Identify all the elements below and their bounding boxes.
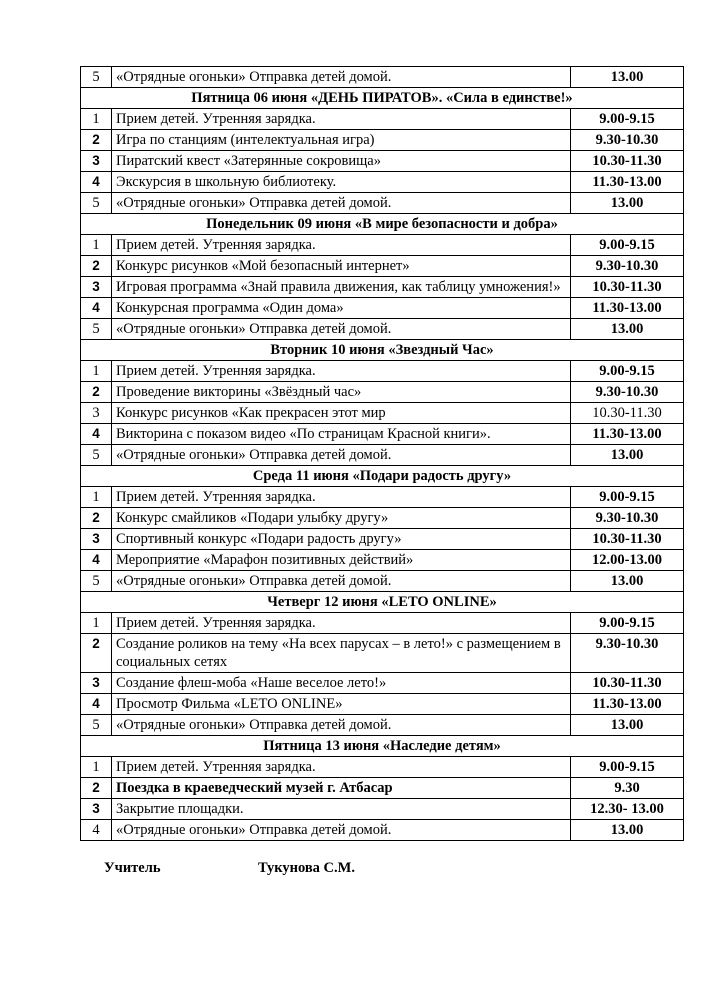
- row-number: 3: [81, 799, 112, 820]
- row-number: 2: [81, 634, 112, 673]
- time-cell: 9.30-10.30: [571, 508, 684, 529]
- row-number: 3: [81, 673, 112, 694]
- activity-cell: «Отрядные огоньки» Отправка детей домой.: [112, 715, 571, 736]
- schedule-row: [81, 382, 684, 403]
- time-cell: 9.00-9.15: [571, 757, 684, 778]
- schedule-row: [81, 130, 684, 151]
- schedule-row: [81, 715, 684, 736]
- schedule-row: [81, 673, 684, 694]
- row-number: 3: [81, 403, 112, 424]
- row-number: 1: [81, 361, 112, 382]
- row-number: 3: [81, 529, 112, 550]
- schedule-row: [81, 361, 684, 382]
- activity-cell: Прием детей. Утренняя зарядка.: [112, 757, 571, 778]
- activity-cell: Конкурс смайликов «Подари улыбку другу»: [112, 508, 571, 529]
- schedule-row: [81, 613, 684, 634]
- row-number: 4: [81, 172, 112, 193]
- row-number: 5: [81, 193, 112, 214]
- time-cell: 9.00-9.15: [571, 235, 684, 256]
- activity-cell: Прием детей. Утренняя зарядка.: [112, 361, 571, 382]
- day-header-row: [81, 340, 684, 361]
- time-cell: 9.30-10.30: [571, 382, 684, 403]
- time-cell: 13.00: [571, 445, 684, 466]
- row-number: 1: [81, 487, 112, 508]
- row-number: 5: [81, 319, 112, 340]
- schedule-row: [81, 508, 684, 529]
- activity-cell: Поездка в краеведческий музей г. Атбасар: [112, 778, 571, 799]
- day-header-row: [81, 592, 684, 613]
- time-cell: 13.00: [571, 67, 684, 88]
- schedule-table: [80, 66, 684, 841]
- day-header: Пятница 13 июня «Наследие детям»: [81, 736, 684, 757]
- row-number: 5: [81, 67, 112, 88]
- activity-cell: Конкурс рисунков «Как прекрасен этот мир: [112, 403, 571, 424]
- time-cell: 13.00: [571, 319, 684, 340]
- schedule-row: [81, 529, 684, 550]
- schedule-row: [81, 298, 684, 319]
- activity-cell: Викторина с показом видео «По страницам Красной книги».: [112, 424, 571, 445]
- activity-cell: Создание флеш-моба «Наше веселое лето!»: [112, 673, 571, 694]
- row-number: 4: [81, 820, 112, 841]
- schedule-row: [81, 319, 684, 340]
- time-cell: 9.30: [571, 778, 684, 799]
- day-header-row: [81, 466, 684, 487]
- footer-name: Тукунова С.М.: [258, 860, 355, 876]
- activity-cell: «Отрядные огоньки» Отправка детей домой.: [112, 319, 571, 340]
- schedule-row: [81, 256, 684, 277]
- activity-cell: Игровая программа «Знай правила движения, как таблицу умножения!»: [112, 277, 571, 298]
- activity-cell: «Отрядные огоньки» Отправка детей домой.: [112, 67, 571, 88]
- time-cell: 13.00: [571, 715, 684, 736]
- activity-cell: Прием детей. Утренняя зарядка.: [112, 613, 571, 634]
- schedule-row: [81, 172, 684, 193]
- schedule-row: [81, 277, 684, 298]
- row-number: 5: [81, 571, 112, 592]
- row-number: 2: [81, 508, 112, 529]
- time-cell: 12.30- 13.00: [571, 799, 684, 820]
- activity-cell: «Отрядные огоньки» Отправка детей домой.: [112, 193, 571, 214]
- time-cell: 9.30-10.30: [571, 634, 684, 673]
- row-number: 2: [81, 256, 112, 277]
- activity-cell: Прием детей. Утренняя зарядка.: [112, 235, 571, 256]
- time-cell: 11.30-13.00: [571, 172, 684, 193]
- schedule-row: [81, 634, 684, 673]
- activity-cell: Конкурс рисунков «Мой безопасный интернет»: [112, 256, 571, 277]
- row-number: 1: [81, 613, 112, 634]
- schedule-row: [81, 778, 684, 799]
- time-cell: 9.30-10.30: [571, 256, 684, 277]
- row-number: 5: [81, 445, 112, 466]
- activity-cell: Просмотр Фильма «LETO ONLINE»: [112, 694, 571, 715]
- time-cell: 10.30-11.30: [571, 529, 684, 550]
- time-cell: 13.00: [571, 820, 684, 841]
- schedule-row: [81, 445, 684, 466]
- time-cell: 9.30-10.30: [571, 130, 684, 151]
- row-number: 1: [81, 757, 112, 778]
- time-cell: 9.00-9.15: [571, 361, 684, 382]
- row-number: 4: [81, 694, 112, 715]
- activity-cell: Создание роликов на тему «На всех парусах – в лето!» с размещением в социальных сетях: [112, 634, 571, 673]
- schedule-row: [81, 403, 684, 424]
- time-cell: 10.30-11.30: [571, 151, 684, 172]
- row-number: 3: [81, 277, 112, 298]
- activity-cell: Спортивный конкурс «Подари радость другу»: [112, 529, 571, 550]
- schedule-row: [81, 571, 684, 592]
- row-number: 2: [81, 382, 112, 403]
- schedule-body: [81, 67, 684, 841]
- footer-role: Учитель: [104, 860, 161, 876]
- row-number: 3: [81, 151, 112, 172]
- time-cell: 13.00: [571, 571, 684, 592]
- time-cell: 10.30-11.30: [571, 277, 684, 298]
- time-cell: 11.30-13.00: [571, 694, 684, 715]
- time-cell: 11.30-13.00: [571, 424, 684, 445]
- activity-cell: Игра по станциям (интелектуальная игра): [112, 130, 571, 151]
- row-number: 2: [81, 130, 112, 151]
- activity-cell: Прием детей. Утренняя зарядка.: [112, 487, 571, 508]
- schedule-row: [81, 424, 684, 445]
- day-header: Вторник 10 июня «Звездный Час»: [81, 340, 684, 361]
- row-number: 4: [81, 298, 112, 319]
- activity-cell: «Отрядные огоньки» Отправка детей домой.: [112, 445, 571, 466]
- activity-cell: Экскурсия в школьную библиотеку.: [112, 172, 571, 193]
- row-number: 4: [81, 424, 112, 445]
- day-header: Четверг 12 июня «LETO ONLINE»: [81, 592, 684, 613]
- activity-cell: «Отрядные огоньки» Отправка детей домой.: [112, 820, 571, 841]
- row-number: 2: [81, 778, 112, 799]
- row-number: 1: [81, 235, 112, 256]
- activity-cell: «Отрядные огоньки» Отправка детей домой.: [112, 571, 571, 592]
- schedule-row: [81, 67, 684, 88]
- schedule-row: [81, 799, 684, 820]
- time-cell: 10.30-11.30: [571, 403, 684, 424]
- day-header: Пятница 06 июня «ДЕНЬ ПИРАТОВ». «Сила в единстве!»: [81, 88, 684, 109]
- day-header-row: [81, 214, 684, 235]
- schedule-row: [81, 694, 684, 715]
- schedule-row: [81, 757, 684, 778]
- day-header-row: [81, 88, 684, 109]
- schedule-row: [81, 109, 684, 130]
- activity-cell: Прием детей. Утренняя зарядка.: [112, 109, 571, 130]
- activity-cell: Конкурсная программа «Один дома»: [112, 298, 571, 319]
- time-cell: 12.00-13.00: [571, 550, 684, 571]
- row-number: 5: [81, 715, 112, 736]
- time-cell: 13.00: [571, 193, 684, 214]
- day-header: Понедельник 09 июня «В мире безопасности и добра»: [81, 214, 684, 235]
- time-cell: 11.30-13.00: [571, 298, 684, 319]
- row-number: 4: [81, 550, 112, 571]
- schedule-row: [81, 235, 684, 256]
- schedule-row: [81, 193, 684, 214]
- time-cell: 9.00-9.15: [571, 109, 684, 130]
- schedule-row: [81, 151, 684, 172]
- time-cell: 9.00-9.15: [571, 487, 684, 508]
- activity-cell: Пиратский квест «Затерянные сокровища»: [112, 151, 571, 172]
- row-number: 1: [81, 109, 112, 130]
- activity-cell: Проведение викторины «Звёздный час»: [112, 382, 571, 403]
- day-header: Среда 11 июня «Подари радость другу»: [81, 466, 684, 487]
- day-header-row: [81, 736, 684, 757]
- schedule-row: [81, 820, 684, 841]
- time-cell: 10.30-11.30: [571, 673, 684, 694]
- time-cell: 9.00-9.15: [571, 613, 684, 634]
- activity-cell: Закрытие площадки.: [112, 799, 571, 820]
- schedule-row: [81, 550, 684, 571]
- schedule-row: [81, 487, 684, 508]
- activity-cell: Мероприятие «Марафон позитивных действий»: [112, 550, 571, 571]
